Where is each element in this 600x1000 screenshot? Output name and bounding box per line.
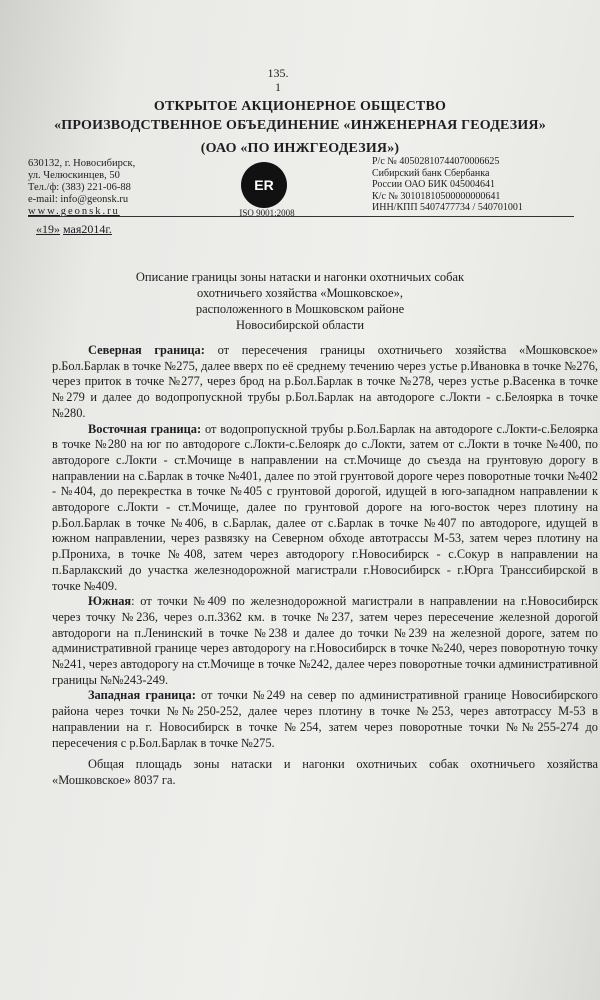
document-title bbox=[60, 269, 540, 333]
title-line-4: Новосибирской области bbox=[235, 318, 365, 332]
south-boundary-text: : от точки №409 по железнодорожной магистрали в направлении на г.Новосибирск через точку №236, через о.п.3362 км. в точке №237, затем через пересечение железной дорогой автодороги на п.Ленинский в точке №238 и далее до точки №239 на железной дороге, затем по административной границе через автодорогу на г.Новосибирск в точке №240, через поворотную точку №241, через автодорогу на ст.Мочище в точке №242, далее через поворотные точки административной границы №№243-249. bbox=[52, 594, 598, 687]
north-boundary-paragraph bbox=[52, 343, 598, 422]
org-line-1: ОТКРЫТОЕ АКЦИОНЕРНОЕ ОБЩЕСТВО bbox=[153, 99, 447, 114]
date-day: «19» bbox=[36, 222, 60, 236]
bank-line-4: К/с № 30101810500000000641 bbox=[372, 190, 501, 202]
org-line-3: (ОАО «ПО ИНЖГЕОДЕЗИЯ») bbox=[200, 141, 400, 156]
page-number-sub: 1 bbox=[275, 80, 281, 94]
date-year: 2014г. bbox=[81, 222, 112, 236]
east-boundary-text: от водопропускной трубы р.Бол.Барлак на автодороге с.Локти-с.Белоярка в точке №280 на юг по автодороге с.Локти-с.Белоярк до с.Локти, затем от с.Локти в точке №400, по автодороге с.Локти - ст.Мочище в направлении на ст.Мочище до съезда на грунтовую дорогу в направлении на с.Барлак в точке №401, далее по этой грунтовой дороге через поворотные точки №402 - №404, до перекрестка в точке №405 с грунтовой дорогой, идущей в юго-западном направлении к автодороге с.Локти - ст.Мочище, далее по грунтовой дороге на юго-восток через плотину на р.Бол.Барлак в точке №406, в с.Барлак, далее от с.Барлак в точке №407 по автодороге, идущей в южном направлении, через развязку на Северном обходе автотрассы М-53, затем через плотину на р.Прониха, в точке №408, затем через автодорогу г.Новосибирск - с.Сокур в направлении на п.Барлакский до участка железнодорожной магистрали г.Новосибирск - г.Юрга Транссибирской в точке №409. bbox=[52, 421, 598, 593]
website: www.geonsk.ru bbox=[28, 206, 120, 217]
page-number-main: 135. bbox=[267, 66, 289, 80]
north-boundary-text: от пересечения границы охотничьего хозяйства «Мошковское» р.Бол.Барлак в точке №275, далее вверх по её среднему течению через устье р.Ивановка в точке №276, через приток в точке №277, через брод на р.Бол.Барлак в точке №278, через устье р.Васенка в точке №279 и далее до водопропускной трубы р.Бол.Барлак на автодороге с.Локти - с.Белоярка в точке №280. bbox=[52, 343, 598, 420]
iso-label: ISO 9001:2008 bbox=[239, 208, 295, 218]
phone: Тел./ф: (383) 221-06-88 bbox=[28, 182, 131, 193]
bank-details bbox=[372, 156, 582, 214]
email: e-mail: info@geonsk.ru bbox=[28, 194, 129, 205]
date-month: мая bbox=[63, 222, 82, 236]
title-line-2: охотничьего хозяйства «Мошковское», bbox=[197, 286, 403, 300]
west-boundary-paragraph bbox=[52, 688, 598, 751]
header-divider bbox=[28, 216, 574, 217]
bank-line-3: России ОАО БИК 045004641 bbox=[372, 179, 495, 190]
total-area-paragraph: Общая площадь зоны натаски и нагонки охотничьих собак охотничьего хозяйства «Мошковское» 8037 га. bbox=[52, 757, 598, 787]
bank-line-2: Сибирский банк Сбербанка bbox=[372, 167, 490, 179]
title-line-1: Описание границы зоны натаски и нагонки охотничьих собак bbox=[135, 270, 465, 284]
org-line-2: «ПРОИЗВОДСТВЕННОЕ ОБЪЕДИНЕНИЕ «ИНЖЕНЕРНАЯ ГЕОДЕЗИЯ» bbox=[54, 118, 546, 133]
address-line-1: 630132, г. Новосибирск, bbox=[28, 158, 136, 169]
west-boundary-heading: Западная граница: bbox=[88, 688, 196, 703]
west-boundary-text: от точки №249 на север по административной границе Новосибирского района через точки №№250-252, далее через плотину в точке №253, через автотрассу М-53 в направлении на г. Новосибирск в точке №254, затем через поворотные точки №№255-274 до пересечения с р.Бол.Барлак в точке №275. bbox=[52, 688, 598, 750]
document-body bbox=[52, 343, 598, 789]
north-boundary-heading: Северная граница: bbox=[88, 343, 205, 357]
document-date bbox=[36, 222, 112, 237]
east-boundary-paragraph bbox=[52, 422, 598, 595]
south-boundary-paragraph bbox=[52, 594, 598, 688]
contacts-block bbox=[28, 158, 198, 218]
bank-line-5: ИНН/КПП 5407477734 / 540701001 bbox=[372, 202, 523, 213]
page-number bbox=[258, 66, 298, 94]
south-boundary-heading: Южная bbox=[88, 594, 132, 609]
logo-text: ER bbox=[254, 177, 274, 193]
east-boundary-heading: Восточная граница: bbox=[88, 421, 202, 436]
address-line-2: ул. Челюскинцев, 50 bbox=[28, 170, 120, 181]
organization-header bbox=[30, 97, 570, 158]
title-line-3: расположенного в Мошковском районе bbox=[195, 302, 405, 316]
company-logo-icon bbox=[241, 162, 287, 208]
bank-line-1: Р/с № 40502810744070006625 bbox=[372, 156, 500, 167]
